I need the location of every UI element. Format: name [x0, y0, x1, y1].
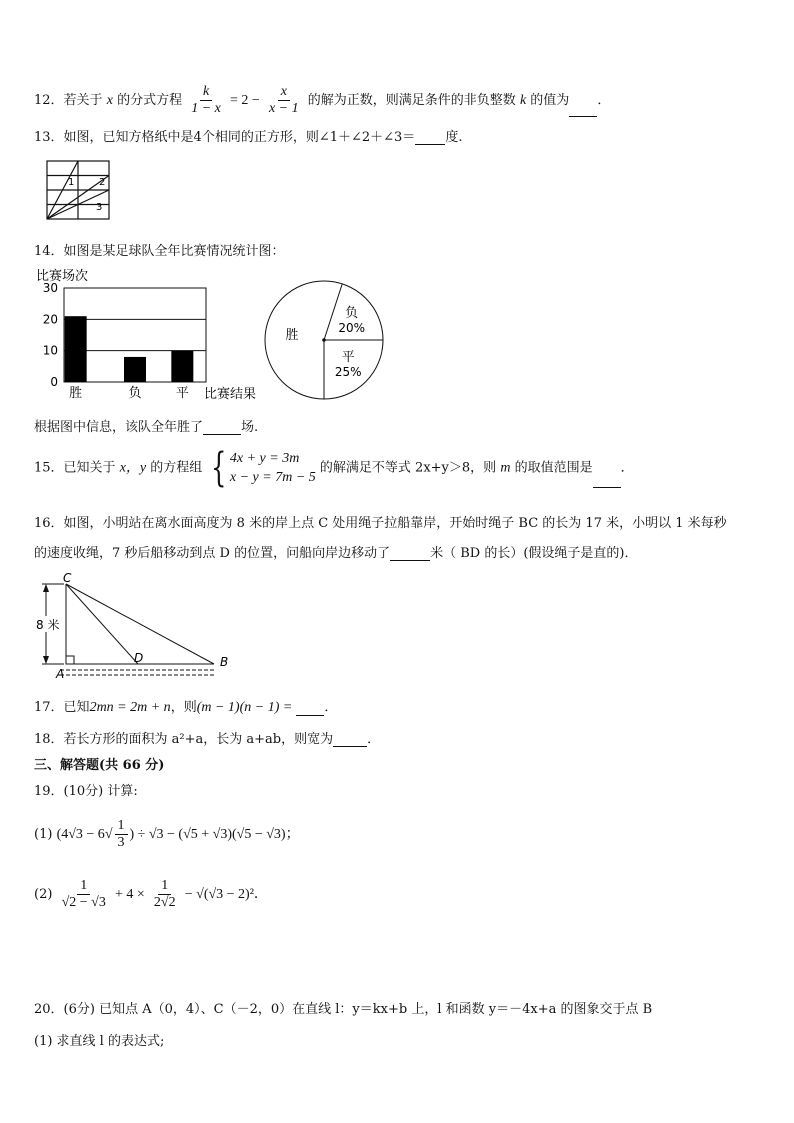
- question-14: [34, 240, 285, 259]
- y-tick-label: 30: [42, 281, 58, 295]
- question-text: 的取值范围是: [514, 460, 593, 476]
- question-number: 15．: [34, 460, 64, 476]
- punctuation: ．: [620, 460, 634, 476]
- equation-system: [206, 445, 316, 491]
- fraction-denominator: 3: [117, 835, 125, 850]
- fraction-denominator: 1 − x: [191, 101, 221, 116]
- question-number: 17．: [34, 700, 64, 715]
- pie-slice-label: 负: [345, 305, 359, 321]
- question-text: 已知关于: [63, 460, 116, 476]
- fraction-denominator: √2 − √3: [61, 895, 106, 910]
- expression: ) ÷ √3 − (√5 + √3)(√5 − √3)；: [129, 827, 300, 842]
- question-16-line-1: [34, 512, 727, 531]
- answer-blank[interactable]: [296, 701, 324, 716]
- answer-blank[interactable]: [390, 546, 430, 561]
- fraction-denominator: x − 1: [268, 101, 299, 116]
- question-text: 的分式方程: [117, 93, 183, 108]
- grid-figure: [44, 158, 114, 224]
- pie-slice-percent: 20%: [338, 320, 366, 335]
- question-text: 若关于: [63, 93, 103, 108]
- bar-chart: [34, 262, 274, 402]
- question-text: 如图，小明站在离水面高度为 8 米的岸上点 C 处用绳子拉船靠岸，开始时绳子 BC 的长为 17 米，小明以 1 米每秒: [63, 516, 727, 531]
- question-text: 的值为: [530, 93, 570, 108]
- question-19-part-2: [34, 878, 268, 911]
- question-18: [34, 728, 380, 747]
- fraction-denominator: 2√2: [153, 895, 176, 910]
- bar: [65, 316, 87, 382]
- question-13: [34, 126, 462, 145]
- question-text: 的速度收绳，7 秒后船移动到点 D 的位置，问船向岸边移动了: [34, 546, 391, 561]
- part-label: (2): [34, 887, 53, 902]
- x-tick-label: 平: [175, 386, 189, 401]
- question-12: [34, 84, 610, 117]
- question-number: 14．: [34, 244, 64, 259]
- part-label: (1): [34, 827, 53, 842]
- y-tick-label: 0: [50, 375, 58, 389]
- answer-blank[interactable]: [203, 420, 241, 435]
- question-number: 13．: [34, 130, 64, 145]
- question-text: 米（ BD 的长）(假设绳子是直的)．: [430, 546, 638, 561]
- x-axis-label: 比赛结果: [204, 387, 257, 402]
- expression: − √(√3 − 2)²．: [184, 887, 268, 902]
- expression: (4√3 − 6: [56, 827, 105, 842]
- answer-blank[interactable]: [569, 102, 597, 117]
- brace: {: [211, 445, 227, 491]
- question-text: 场.: [241, 420, 259, 435]
- question-text: 如图是某足球队全年比赛情况统计图：: [63, 244, 285, 259]
- question-text: 若长方形的面积为 a²+a，长为 a+ab，则宽为: [63, 732, 334, 747]
- fraction-numerator: k: [200, 84, 212, 101]
- question-text: 度.: [445, 130, 463, 145]
- angle-label-1: 1: [68, 177, 75, 188]
- question-20: 20．(6分) 已知点 A（0，4）、C（－2，0）在直线 l：y＝kx+b 上，l 和函数 y＝－4x+a 的图象交于点 B: [34, 1002, 653, 1017]
- point-label-c: C: [63, 571, 72, 585]
- y-tick-label: 10: [42, 343, 58, 358]
- variable: x: [106, 93, 113, 108]
- question-14-answer: [34, 416, 258, 435]
- question-text: 的解为正数，则满足条件的非负整数: [307, 93, 516, 108]
- answer-blank[interactable]: [593, 473, 621, 488]
- expression: 2mn = 2m + n: [89, 700, 171, 715]
- height-label: 8 米: [36, 618, 60, 632]
- punctuation: ．: [597, 93, 611, 108]
- pie-slice-label: 胜: [285, 327, 299, 343]
- answer-blank[interactable]: [415, 130, 445, 145]
- fraction: [188, 84, 224, 117]
- bar: [124, 357, 146, 382]
- question-19-heading: 19．(10分) 计算:: [34, 784, 138, 799]
- question-text: 根据图中信息，该队全年胜了: [34, 420, 204, 435]
- expression: (m − 1)(n − 1) =: [196, 700, 293, 715]
- answer-blank[interactable]: [333, 732, 367, 747]
- fraction: [266, 84, 302, 117]
- question-text: 如图，已知方格纸中是4个相同的正方形，则∠1＋∠2＋∠3＝: [63, 130, 416, 145]
- question-number: 12．: [34, 93, 64, 108]
- fraction-numerator: 1: [115, 818, 128, 835]
- point-label-a: A: [56, 667, 65, 680]
- pie-slice-percent: 25%: [334, 365, 362, 380]
- punctuation: ．: [324, 700, 338, 715]
- angle-label-3: 3: [96, 202, 103, 213]
- y-axis-label: 比赛场次: [36, 269, 89, 284]
- question-number: 18．: [34, 732, 64, 747]
- angle-label-2: 2: [99, 177, 106, 188]
- y-tick-label: 20: [42, 312, 58, 327]
- question-number: 16．: [34, 516, 64, 531]
- pie-chart: [260, 278, 390, 402]
- x-tick-label: 负: [128, 386, 142, 401]
- expression: + 4 ×: [114, 887, 145, 902]
- fraction-numerator: x: [278, 84, 290, 101]
- point-label-d: D: [134, 651, 144, 665]
- fraction: [151, 878, 179, 911]
- question-text: 的方程组: [150, 460, 203, 476]
- question-15: [34, 445, 634, 491]
- question-20-part-1: (1) 求直线 l 的表达式;: [34, 1034, 165, 1049]
- shore-figure: [34, 570, 234, 680]
- fraction-numerator: 1: [158, 878, 171, 895]
- variable: k: [519, 93, 527, 108]
- variable: x，y: [119, 460, 147, 476]
- question-19-part-1: (1) (4√3 − 6√ $\frac{1}{3}$ ) ÷ √3 − (√5 + √3)(√5 − √3)；: [34, 818, 300, 850]
- bar: [171, 351, 193, 382]
- question-text: 的解满足不等式 2x+y＞8，则: [319, 460, 497, 476]
- question-text: 已知: [63, 700, 90, 715]
- variable: m: [500, 460, 511, 476]
- fraction-numerator: 1: [77, 878, 90, 895]
- punctuation: ．: [367, 732, 381, 747]
- question-16-line-2: [34, 542, 637, 561]
- point-label-b: B: [220, 655, 229, 669]
- equation-part: = 2 −: [230, 93, 260, 108]
- x-tick-label: 胜: [69, 386, 83, 401]
- fraction: [59, 878, 109, 911]
- question-text: ，则: [170, 700, 197, 715]
- pie-slice-label: 平: [341, 350, 355, 366]
- fraction: [115, 818, 128, 851]
- question-17: [34, 696, 337, 716]
- equation-1: 4x + y = 3m: [229, 451, 300, 466]
- equation-2: x − y = 7m − 5: [229, 470, 316, 485]
- section-heading: 三、解答题(共 66 分): [34, 758, 165, 773]
